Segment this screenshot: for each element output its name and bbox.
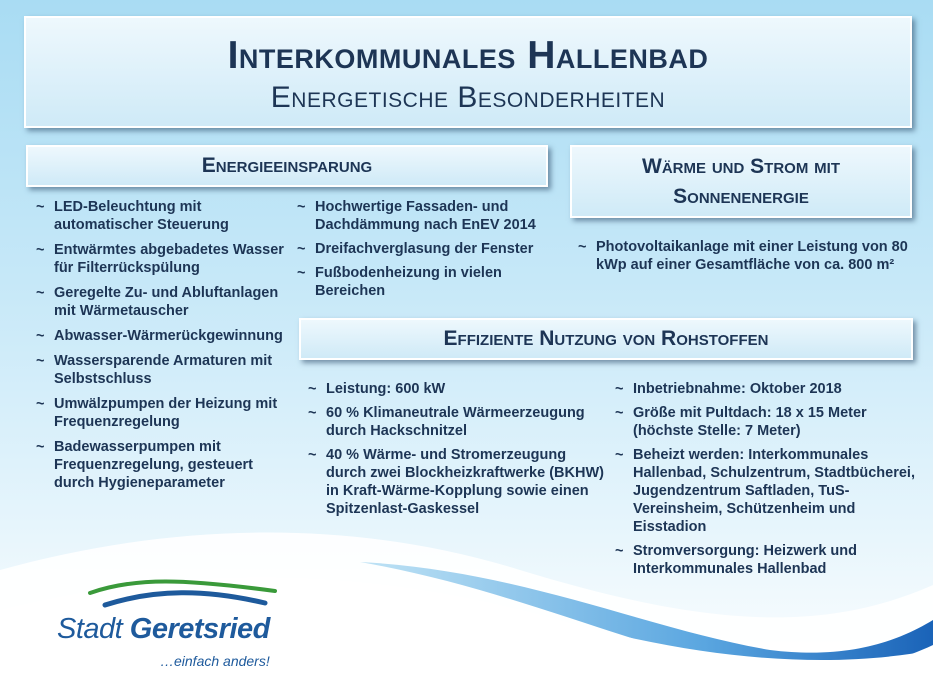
bullet-tilde-icon: ~ [615,405,624,421]
logo-waves-icon [85,575,285,615]
list-item-text: Dreifachverglasung der Fenster [315,241,534,257]
list-item [308,404,608,440]
list-item-text: Inbetriebnahme: Oktober 2018 [633,381,842,397]
list-item-text: 40 % Wärme- und Stromerzeugung durch zwei Blockheizkraftwerke (BKHW) in Kraft-Wärme-Kopplung sowie einen Spitzenlast-Gaskessel [326,447,604,517]
list-item [297,240,557,258]
logo-word-geretsried: Geretsried [129,613,270,645]
title-box [24,16,912,128]
bullet-tilde-icon: ~ [308,381,317,397]
list-item-text: Entwärmtes abgebadetes Wasser für Filterrückspülung [54,242,284,276]
list-item-text: Wassersparende Armaturen mit Selbstschluss [54,353,273,387]
bullet-tilde-icon: ~ [36,242,45,258]
list-item [615,380,925,398]
list-item [297,264,557,300]
effizient-list-col1 [308,380,608,524]
list-item-text: Hochwertige Fassaden- und Dachdämmung nach EnEV 2014 [315,199,536,233]
bullet-tilde-icon: ~ [297,199,306,215]
section-title-line2: Sonnenenergie [673,185,809,208]
list-item [308,446,608,518]
list-item-text: Photovoltaikanlage mit einer Leistung von 80 kWp auf einer Gesamtfläche von ca. 800 m² [596,239,908,273]
list-item [308,380,608,398]
list-item [36,241,296,277]
list-item-text: Umwälzpumpen der Heizung mit Frequenzregelung [54,396,278,430]
bullet-tilde-icon: ~ [578,239,587,255]
section-title [572,147,910,212]
logo-word-stadt: Stadt [57,613,123,645]
list-item-text: LED-Beleuchtung mit automatischer Steuerung [54,199,229,233]
list-item [36,327,296,345]
list-item [36,352,296,388]
list-item [36,438,296,492]
list-item [615,404,925,440]
list-item [36,284,296,320]
bullet-tilde-icon: ~ [36,328,45,344]
section-title-line1: Wärme und Strom mit [642,155,840,178]
section-title: Effiziente Nutzung von Rohstoffen [443,327,769,350]
list-item [297,198,557,234]
bullet-tilde-icon: ~ [36,199,45,215]
list-item-text: Geregelte Zu- und Abluftanlagen mit Wärmetauscher [54,285,279,319]
list-item-text: Stromversorgung: Heizwerk und Interkommunales Hallenbad [633,543,857,577]
list-item [615,446,925,536]
list-item-text: Leistung: 600 kW [326,381,446,397]
bullet-tilde-icon: ~ [615,447,624,463]
list-item-text: Fußbodenheizung in vielen Bereichen [315,265,502,299]
section-header-energieeinsparung [26,145,548,187]
effizient-list-col2 [615,380,925,584]
section-header-sonnenenergie [570,145,912,218]
bullet-tilde-icon: ~ [36,285,45,301]
list-item-text: Abwasser-Wärmerückgewinnung [54,328,283,344]
list-item [615,542,925,578]
bullet-tilde-icon: ~ [615,543,624,559]
bullet-tilde-icon: ~ [36,396,45,412]
sonne-list [578,238,908,280]
list-item-text: Beheizt werden: Interkommunales Hallenbad, Schulzentrum, Stadtbücherei, Jugendzentrum Saftladen, TuS-Vereinsheim, Schützenheim und Eisstadion [633,447,915,535]
section-header-rohstoffe [299,318,913,360]
bullet-tilde-icon: ~ [297,241,306,257]
page-subtitle: Energetische Besonderheiten [270,81,666,114]
page-title: Interkommunales Hallenbad [227,34,709,77]
bullet-tilde-icon: ~ [308,447,317,463]
list-item [36,395,296,431]
list-item-text: Badewasserpumpen mit Frequenzregelung, gesteuert durch Hygieneparameter [54,439,254,491]
energie-list-col2 [297,198,557,306]
list-item-text: Größe mit Pultdach: 18 x 15 Meter (höchste Stelle: 7 Meter) [633,405,867,439]
bullet-tilde-icon: ~ [308,405,317,421]
list-item [36,198,296,234]
list-item-text: 60 % Klimaneutrale Wärmeerzeugung durch Hackschnitzel [326,405,585,439]
energie-list-col1 [36,198,296,499]
bullet-tilde-icon: ~ [297,265,306,281]
bullet-tilde-icon: ~ [36,353,45,369]
bullet-tilde-icon: ~ [615,381,624,397]
bullet-tilde-icon: ~ [36,439,45,455]
logo-text [57,613,270,646]
logo-slogan: …einfach anders! [160,653,270,669]
stadt-geretsried-logo [55,575,285,675]
list-item [578,238,908,274]
section-title: Energieeinsparung [201,154,373,177]
